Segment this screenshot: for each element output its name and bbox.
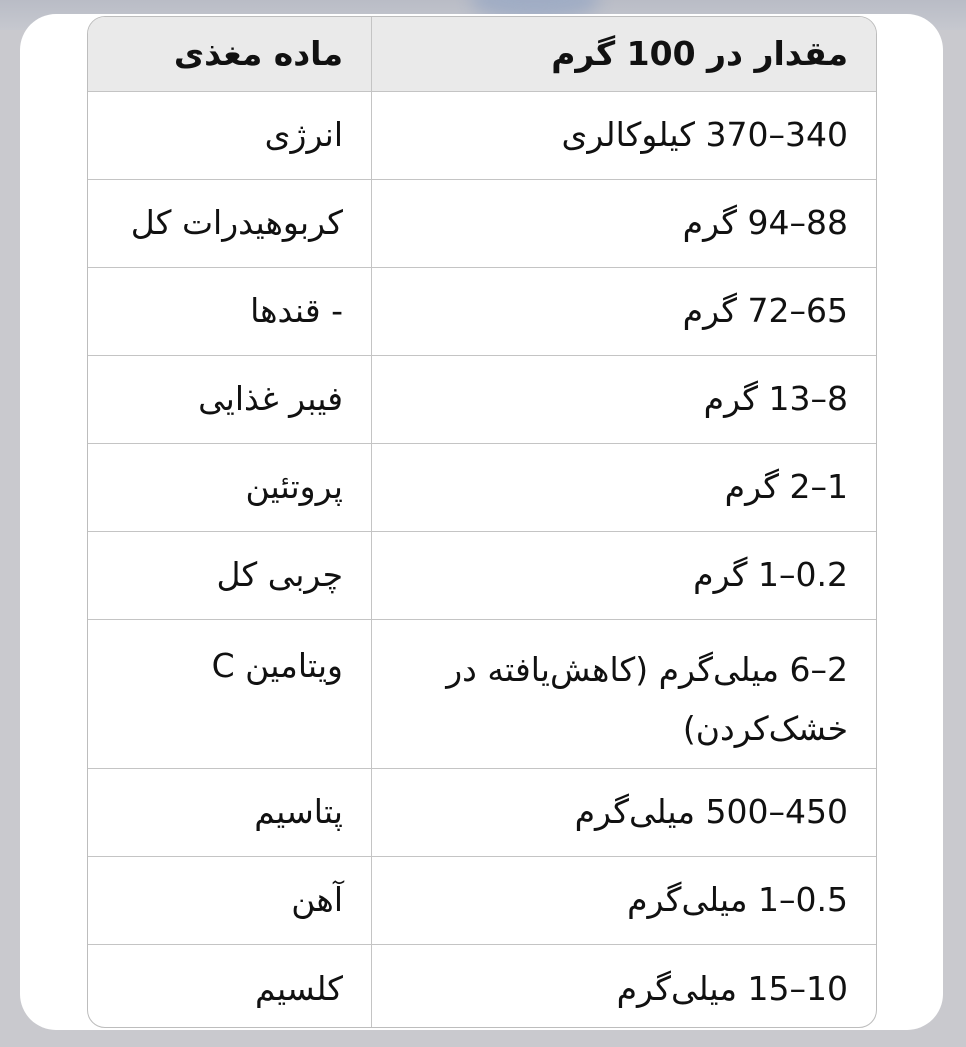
table-row: [88, 620, 876, 769]
amount-cell: 10–15 میلی‌گرم: [616, 968, 848, 1008]
table-row: [88, 945, 876, 1028]
table-header-row: [88, 17, 876, 92]
amount-cell: 1–2 گرم: [724, 467, 848, 507]
nutrient-cell: کربوهیدرات کل: [88, 180, 372, 267]
nutrient-cell: پروتئین: [88, 444, 372, 531]
table-row: [88, 268, 876, 356]
nutrient-cell: پتاسیم: [88, 769, 372, 856]
amount-cell: 8–13 گرم: [703, 379, 848, 419]
header-amount: مقدار در 100 گرم: [551, 33, 848, 73]
amount-cell: 0.2–1 گرم: [693, 555, 848, 595]
nutrition-table: [87, 16, 877, 1028]
nutrient-cell: آهن: [88, 857, 372, 944]
nutrient-cell: ویتامین C: [88, 620, 372, 768]
content-card: [20, 14, 943, 1030]
table-row: [88, 532, 876, 620]
table-row: [88, 92, 876, 180]
amount-cell: 340–370 کیلوکالری: [561, 115, 848, 155]
header-nutrient: ماده مغذی: [88, 17, 372, 91]
table-row: [88, 857, 876, 945]
amount-cell: 450–500 میلی‌گرم: [574, 792, 848, 832]
nutrient-cell: چربی کل: [88, 532, 372, 619]
nutrient-cell: - قندها: [88, 268, 372, 355]
table-row: [88, 444, 876, 532]
amount-cell: 2–6 میلی‌گرم (کاهش‌یافته در خشک‌کردن): [446, 650, 848, 749]
amount-cell: 65–72 گرم: [682, 291, 848, 331]
nutrient-cell: انرژی: [88, 92, 372, 179]
amount-cell: 0.5–1 میلی‌گرم: [627, 880, 848, 920]
amount-cell: 88–94 گرم: [682, 203, 848, 243]
nutrient-cell: کلسیم: [88, 945, 372, 1028]
table-row: [88, 769, 876, 857]
table-row: [88, 356, 876, 444]
table-row: [88, 180, 876, 268]
nutrient-cell: فیبر غذایی: [88, 356, 372, 443]
